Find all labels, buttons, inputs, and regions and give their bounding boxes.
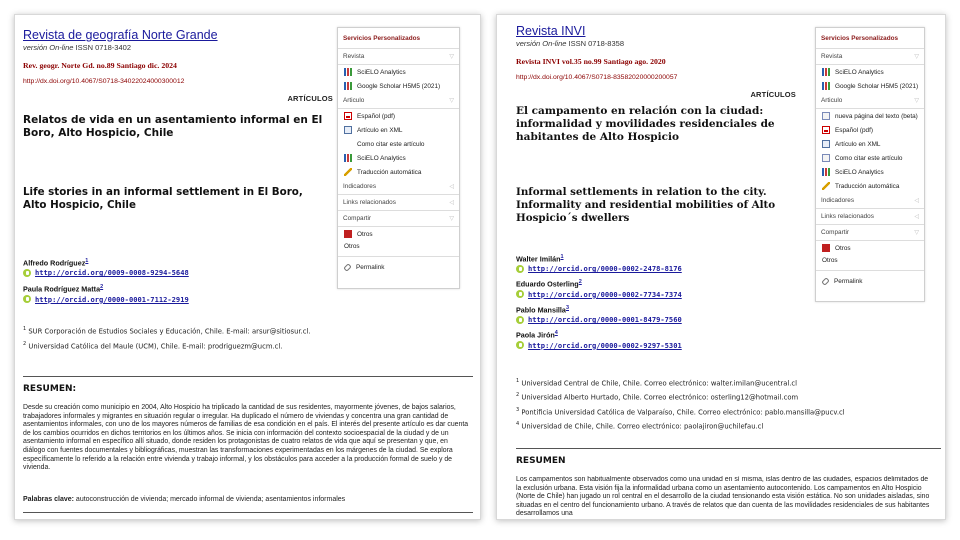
sidebar-section-links[interactable]: Links relacionados ◁	[816, 209, 924, 225]
sidebar-section-links[interactable]: Links relacionados ◁	[338, 195, 459, 211]
sidebar-item[interactable]: Español (pdf)	[816, 123, 924, 137]
sidebar-item[interactable]: Google Scholar H5M5 (2021)	[338, 79, 459, 93]
sidebar-section-indicadores[interactable]: Indicadores ◁	[816, 193, 924, 209]
xml-icon	[344, 126, 352, 134]
sidebar-item[interactable]: SciELO Analytics	[816, 165, 924, 179]
affiliations: $^1$ SUR Corporación de Estudios Sociales y Educación, Chile. E-mail: arsur@sitiosur.cl. $^2$ Universidad Católica del Maule (UCM), Chile. E-mail: prodriguezm@ucm.cl.	[23, 326, 311, 351]
citation-line: Revista INVI vol.35 no.99 Santiago ago. 2020	[516, 57, 666, 66]
issn-line: versión On-line ISSN 0718-8358	[516, 39, 624, 48]
orcid-link[interactable]: http://orcid.org/0000-0002-9297-5301	[528, 340, 682, 350]
services-sidebar	[337, 27, 460, 289]
article-page-norte-grande	[14, 14, 481, 520]
services-sidebar	[815, 27, 925, 302]
chevron-right-icon: ◁	[914, 198, 919, 204]
sidebar-item[interactable]: Otros	[338, 227, 459, 241]
article-title-en: Informal settlements in relation to the city. Informality and residential mobilities of Alto Hospicio´s dwellers	[516, 186, 776, 224]
sidebar-item[interactable]: Como citar este artículo	[816, 151, 924, 165]
wand-icon	[344, 168, 352, 176]
issn-line: versión On-line ISSN 0718-3402	[23, 43, 131, 52]
bars-icon	[344, 82, 352, 90]
blank-icon	[344, 140, 352, 148]
sidebar-item[interactable]: Artículo en XML	[816, 137, 924, 151]
sidebar-section-indicadores[interactable]: Indicadores ◁	[338, 179, 459, 195]
sidebar-item[interactable]: Como citar este artículo	[338, 137, 459, 151]
resumen-heading: RESUMEN:	[23, 384, 77, 394]
sidebar-item[interactable]: Español (pdf)	[338, 109, 459, 123]
author-entry: Paola Jirón$^4$ http://orcid.org/0000-0002-9297-5301	[516, 330, 682, 350]
author-list	[23, 258, 333, 304]
section-label: ARTÍCULOS	[287, 94, 333, 103]
author-list	[516, 254, 806, 350]
sidebar-section-compartir[interactable]: Compartir ▽	[338, 211, 459, 227]
chevron-down-icon: ▽	[914, 230, 919, 236]
bars-icon	[822, 82, 830, 90]
doi-line: http://dx.doi.org/10.4067/S0718-34022024000300012	[23, 78, 185, 85]
chevron-down-icon: ▽	[914, 54, 919, 60]
article-title-en: Life stories in an informal settlement in El Boro, Alto Hospicio, Chile	[23, 186, 303, 211]
article-page-invi	[496, 14, 946, 520]
sidebar-heading: Servicios Personalizados	[816, 28, 924, 49]
divider	[338, 256, 459, 257]
affiliations: $^1$ Universidad Central de Chile, Chile. Correo electrónico: walter.imilan@ucentral.cl $^2$ Universidad Alberto Hurtado, Chile. Correo electrónico: osterling12@hotmail.com $^3$ Pontificia Universidad Católica de Valparaíso, Chile. Correo electrónico: pablo.mansilla@pucv.cl $^4$ Universidad de Chile, Chile. Correo electrónico: paolajiron@uchilefau.cl	[516, 378, 845, 431]
author-entry: Paula Rodríguez Matta$^2$ http://orcid.org/0000-0001-7112-2919	[23, 284, 189, 304]
link-icon	[343, 263, 351, 271]
sidebar-item[interactable]: Google Scholar H5M5 (2021)	[816, 79, 924, 93]
other-icon	[822, 244, 830, 252]
sidebar-item[interactable]: Traducción automática	[816, 179, 924, 193]
article-title-es: Relatos de vida en un asentamiento informal en El Boro, Alto Hospicio, Chile	[23, 114, 323, 139]
pdf-icon	[822, 126, 830, 134]
permalink-item[interactable]: Permalink	[338, 261, 459, 274]
author-entry: Alfredo Rodríguez$^1$ http://orcid.org/0009-0008-9294-5648	[23, 258, 189, 278]
author-entry: Eduardo Osterling$^2$ http://orcid.org/0000-0002-7734-7374	[516, 279, 682, 299]
chevron-right-icon: ◁	[449, 184, 454, 190]
bars-icon	[344, 154, 352, 162]
bars-icon	[344, 68, 352, 76]
resumen-text: Desde su creación como municipio en 2004, Alto Hospicio ha triplicado la cantidad de sus residentes, mayormente jóvenes, de bajos salarios, trabajadores informales y migrantes en situación regular o irregular. Ha duplicado el número de viviendas y concentra una gran cantidad de asentamientos informales, con uno de los mayores números de familias de esa condición en el país. El interés del presente artículo es dar cuenta de los cambios ocurridos en dichos territorios en los últimos años. Se inicia con información del contexto socioespacial de la ciudad y de un asentamiento informal en específico allí situado, donde residen los protagonistas de cuatro relatos de vida que aquí se presentan y que, en diálogo con fuentes documentales y bibliográficas, muestran las transformaciones experimentadas en los márgenes de la ciudad. Se explora específicamente lo referido a la relación entre vivienda y trabajo informal, y los obstáculos para acceder a la producción formal de suelo y de vivienda.	[23, 404, 469, 472]
orcid-icon	[516, 265, 524, 273]
citation-line: Rev. geogr. Norte Gd. no.89 Santiago dic. 2024	[23, 61, 177, 70]
sidebar-plain-text: Otros	[822, 257, 838, 264]
author-entry: Pablo Mansilla$^3$ http://orcid.org/0000-0001-8479-7560	[516, 304, 682, 325]
chevron-down-icon: ▽	[914, 98, 919, 104]
sidebar-section-articulo[interactable]: Articulo ▽	[338, 93, 459, 109]
sidebar-section-revista[interactable]: Revista ▽	[816, 49, 924, 65]
divider	[816, 270, 924, 271]
article-title-es: El campamento en relación con la ciudad: informalidad y movilidades residenciales de habitantes de Alto Hospicio	[516, 105, 775, 143]
divider	[516, 448, 941, 449]
orcid-link[interactable]: http://orcid.org/0000-0001-8479-7560	[528, 315, 682, 325]
sidebar-plain-text: Otros	[344, 243, 360, 250]
xml-icon	[822, 140, 830, 148]
journal-title-link[interactable]: Revista INVI	[516, 24, 586, 38]
sidebar-item[interactable]: Artículo en XML	[338, 123, 459, 137]
sidebar-section-compartir[interactable]: Compartir ▽	[816, 225, 924, 241]
wand-icon	[822, 182, 830, 190]
sidebar-section-revista[interactable]: Revista ▽	[338, 49, 459, 65]
sidebar-item[interactable]: Otros	[816, 241, 924, 255]
section-label: ARTÍCULOS	[750, 90, 796, 99]
orcid-icon	[23, 269, 31, 277]
orcid-link[interactable]: http://orcid.org/0000-0002-2478-8176	[528, 264, 682, 274]
link-icon	[821, 277, 829, 285]
journal-title-link[interactable]: Revista de geografía Norte Grande	[23, 28, 218, 42]
divider	[23, 376, 473, 377]
chevron-right-icon: ◁	[449, 200, 454, 206]
sidebar-item[interactable]: SciELO Analytics	[816, 65, 924, 79]
orcid-icon	[516, 290, 524, 298]
page-icon	[822, 154, 830, 162]
chevron-down-icon: ▽	[449, 216, 454, 222]
bars-icon	[822, 168, 830, 176]
divider	[23, 512, 473, 513]
orcid-link[interactable]: http://orcid.org/0009-0008-9294-5648	[35, 268, 189, 278]
orcid-icon	[516, 316, 524, 324]
orcid-link[interactable]: http://orcid.org/0000-0001-7112-2919	[35, 294, 189, 304]
bars-icon	[822, 68, 830, 76]
sidebar-item[interactable]: nueva página del texto (beta)	[816, 109, 924, 123]
orcid-link[interactable]: http://orcid.org/0000-0002-7734-7374	[528, 289, 682, 299]
pdf-icon	[344, 112, 352, 120]
orcid-icon	[516, 341, 524, 349]
orcid-icon	[23, 295, 31, 303]
sidebar-heading: Servicios Personalizados	[338, 28, 459, 49]
page-icon	[822, 112, 830, 120]
author-entry: Walter Imilán$^1$ http://orcid.org/0000-0002-2478-8176	[516, 254, 682, 274]
chevron-down-icon: ▽	[449, 54, 454, 60]
sidebar-item[interactable]: Traducción automática	[338, 165, 459, 179]
chevron-down-icon: ▽	[449, 98, 454, 104]
keywords-line: Palabras clave: autoconstrucción de vivienda; mercado informal de vivienda; asentamientos informales	[23, 496, 346, 503]
sidebar-item[interactable]: SciELO Analytics	[338, 151, 459, 165]
resumen-text: Los campamentos son habitualmente observados como una unidad en sí misma, islas dentro de las ciudades, espacios delimitados de la exclusión urbana. Esta visión fija la informalidad urbana como un asentamiento autocontenido. Los campamentos en Alto Hospicio (Norte de Chile) han jugado un rol central en el desarrollo de la ciudad tensionando esta visión estática. No son unidades aisladas, sino situadas en el centro del funcionamiento urbano. A través de relatos que dan cuenta de las movilidades residenciales de sus habitantes desarrollamos una	[516, 476, 930, 518]
other-icon	[344, 230, 352, 238]
sidebar-item[interactable]: SciELO Analytics	[338, 65, 459, 79]
permalink-item[interactable]: Permalink	[816, 275, 924, 288]
doi-line: http://dx.doi.org/10.4067/S0718-83582020000200057	[516, 74, 678, 81]
sidebar-section-articulo[interactable]: Articulo ▽	[816, 93, 924, 109]
resumen-heading: RESUMEN	[516, 456, 566, 466]
chevron-right-icon: ◁	[914, 214, 919, 220]
